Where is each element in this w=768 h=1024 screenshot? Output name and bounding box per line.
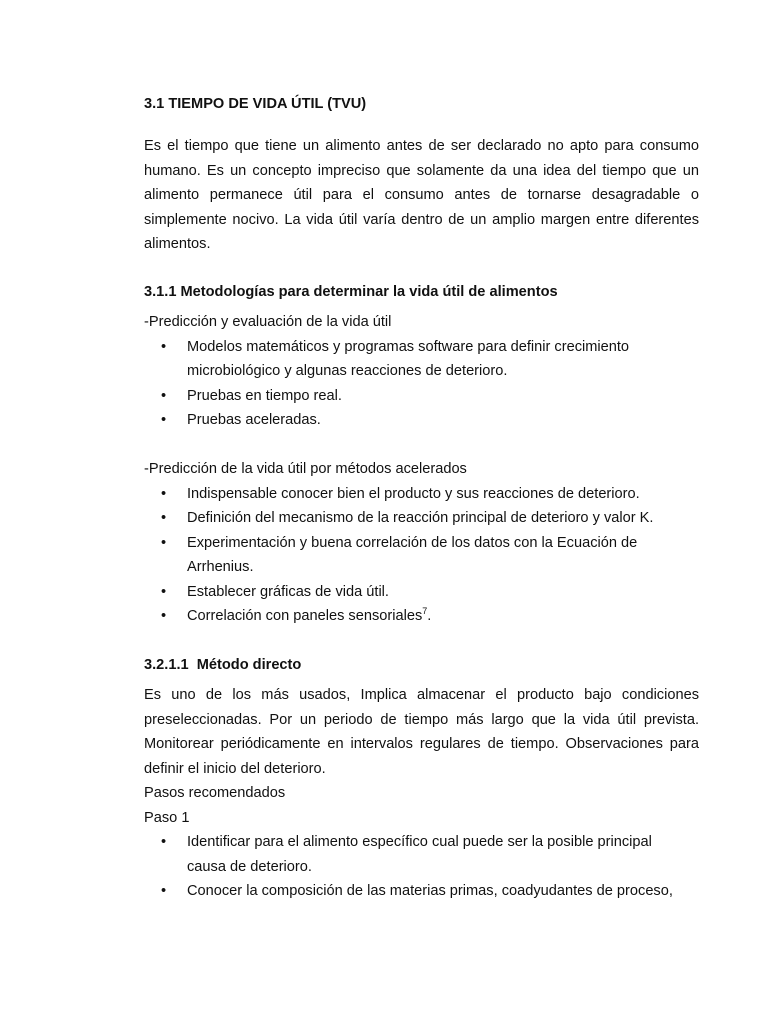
list-item	[144, 879, 687, 904]
list-item-text: Experimentación y buena correlación de los datos con la Ecuación de Arrhenius.	[187, 534, 638, 575]
bullet-glyph: •	[161, 534, 167, 551]
bullet-glyph: •	[161, 412, 167, 428]
list-item-text: Modelos matemáticos y programas software para definir crecimiento microbiológico y algunas reacciones de deterioro.	[187, 338, 630, 379]
section-3-2-1-1-body	[144, 683, 699, 904]
step1-label: Paso 1	[144, 809, 190, 826]
list1-block	[144, 310, 699, 433]
list-item	[144, 482, 657, 507]
list2-bullets	[144, 482, 699, 629]
bullet-glyph: •	[161, 883, 167, 899]
list1-intro: -Predicción y evaluación de la vida útil	[144, 314, 392, 330]
section-heading-3-1-1: 3.1.1 Metodologías para determinar la vida útil de alimentos	[144, 284, 558, 300]
list-item-text: Definición del mecanismo de la reacción principal de deterioro y valor K.	[187, 510, 654, 526]
list-item-text: Establecer gráficas de vida útil.	[187, 583, 389, 600]
section-3-1-1	[144, 280, 699, 305]
section-heading-3-2-1-1: 3.2.1.1 Método directo	[144, 657, 302, 673]
bullet-glyph: •	[161, 387, 167, 404]
list2-intro: -Predicción de la vida útil por métodos acelerados	[144, 461, 467, 477]
section-heading-3-1: 3.1 TIEMPO DE VIDA ÚTIL (TVU)	[144, 96, 367, 112]
list-item	[144, 531, 657, 580]
list-item-text: Correlación con paneles sensoriales	[187, 608, 423, 624]
footnote-marker: 7	[422, 606, 428, 617]
bullet-glyph: •	[161, 338, 167, 355]
steps-label: Pasos recomendados	[144, 785, 286, 801]
section-3-1-body	[144, 134, 699, 257]
list-item-suffix: .	[427, 608, 432, 624]
paragraph-tvu-definition: Es el tiempo que tiene un alimento antes de ser declarado no apto para consumo humano. Es un concepto impreciso que solamente da una idea del tiempo que un alimento permanece útil para el consumo antes de tornarse desagradable o simplemente nocivo. La vida útil varía dentro de un amplio margen entre diferentes alimentos.	[144, 138, 699, 252]
list-item	[144, 506, 667, 531]
paragraph-metodo-directo: Es uno de los más usados, Implica almacenar el producto bajo condiciones preseleccionadas. Por un periodo de tiempo más largo que la vida útil prevista. Monitorear periódicamente en intervalos regulares de tiempo. Observaciones para definir el inicio del deterioro.	[144, 687, 699, 777]
step1-bullets	[144, 830, 699, 904]
list-item-text: Identificar para el alimento específico cual puede ser la posible principal causa de deterioro.	[187, 834, 652, 875]
bullet-glyph: •	[161, 608, 167, 624]
list-item-text: Indispensable conocer bien el producto y sus reacciones de deterioro.	[187, 485, 640, 502]
bullet-glyph: •	[161, 834, 167, 850]
section-3-2-1-1	[144, 653, 699, 678]
list-item	[144, 408, 657, 433]
list1-bullets	[144, 335, 699, 433]
section-3-1	[144, 92, 699, 117]
list-item	[144, 604, 657, 629]
list-item	[144, 384, 657, 409]
list-item	[144, 580, 657, 605]
bullet-glyph: •	[161, 510, 167, 526]
list-item-text: Pruebas en tiempo real.	[187, 387, 342, 404]
list-item	[144, 335, 657, 384]
list2-block	[144, 457, 699, 629]
list-item-text: Pruebas aceleradas.	[187, 412, 321, 428]
bullet-glyph: •	[161, 485, 167, 502]
bullet-glyph: •	[161, 583, 167, 600]
list-item	[144, 830, 657, 879]
list-item-text: Conocer la composición de las materias primas, coadyudantes de proceso,	[187, 883, 673, 899]
